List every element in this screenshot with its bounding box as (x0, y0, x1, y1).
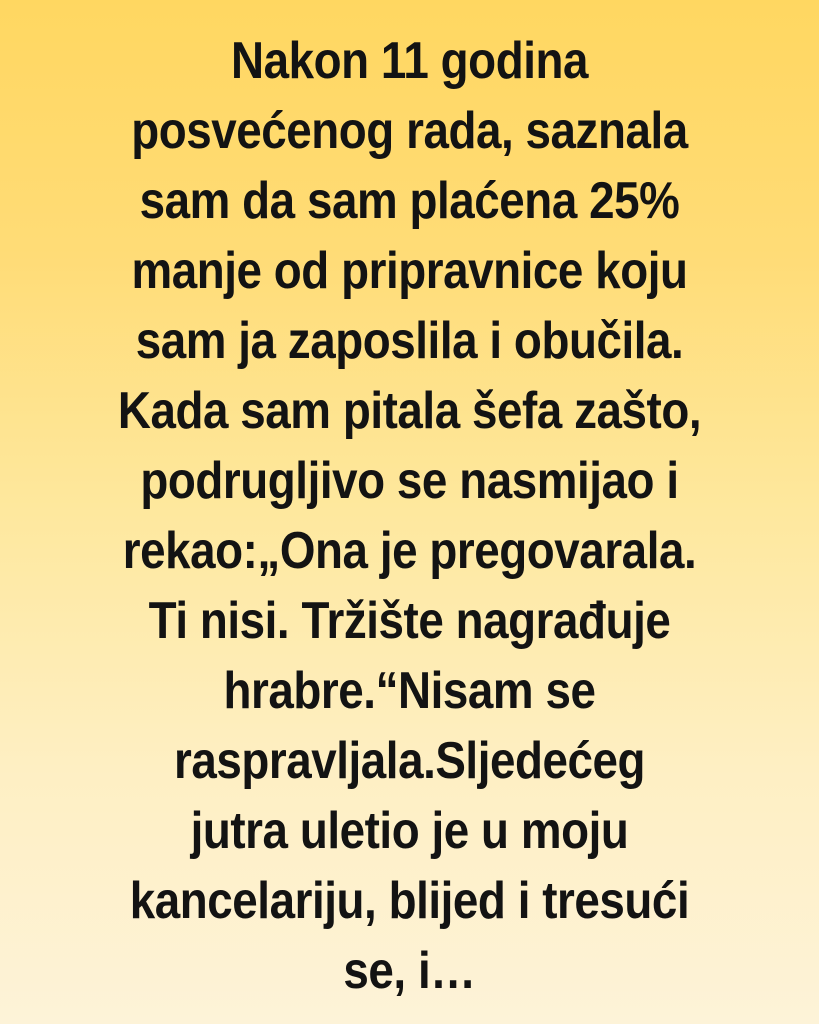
story-line: podrugljivo se nasmijao i (140, 452, 679, 510)
story-line: rekao:„Ona je pregovarala. (122, 522, 697, 580)
story-line: raspravljala.Sljedećeg (173, 732, 646, 790)
story-line: sam da sam plaćena 25% (139, 172, 680, 230)
story-line: kancelariju, blijed i tresući (129, 872, 690, 930)
story-line: hrabre.“Nisam se (223, 662, 596, 720)
story-line: manje od pripravnice koju (131, 242, 688, 300)
story-line: Kada sam pitala šefa zašto, (117, 382, 702, 440)
story-line: jutra uletio je u moju (190, 802, 629, 860)
story-text (49, 26, 770, 1006)
story-line: Nakon 11 godina (230, 32, 589, 90)
story-line: sam ja zaposlila i obučila. (135, 312, 684, 370)
story-line: Ti nisi. Tržište nagrađuje (148, 592, 671, 650)
story-line: se, i… (343, 942, 476, 1000)
story-line: posvećenog rada, saznala (131, 102, 688, 160)
